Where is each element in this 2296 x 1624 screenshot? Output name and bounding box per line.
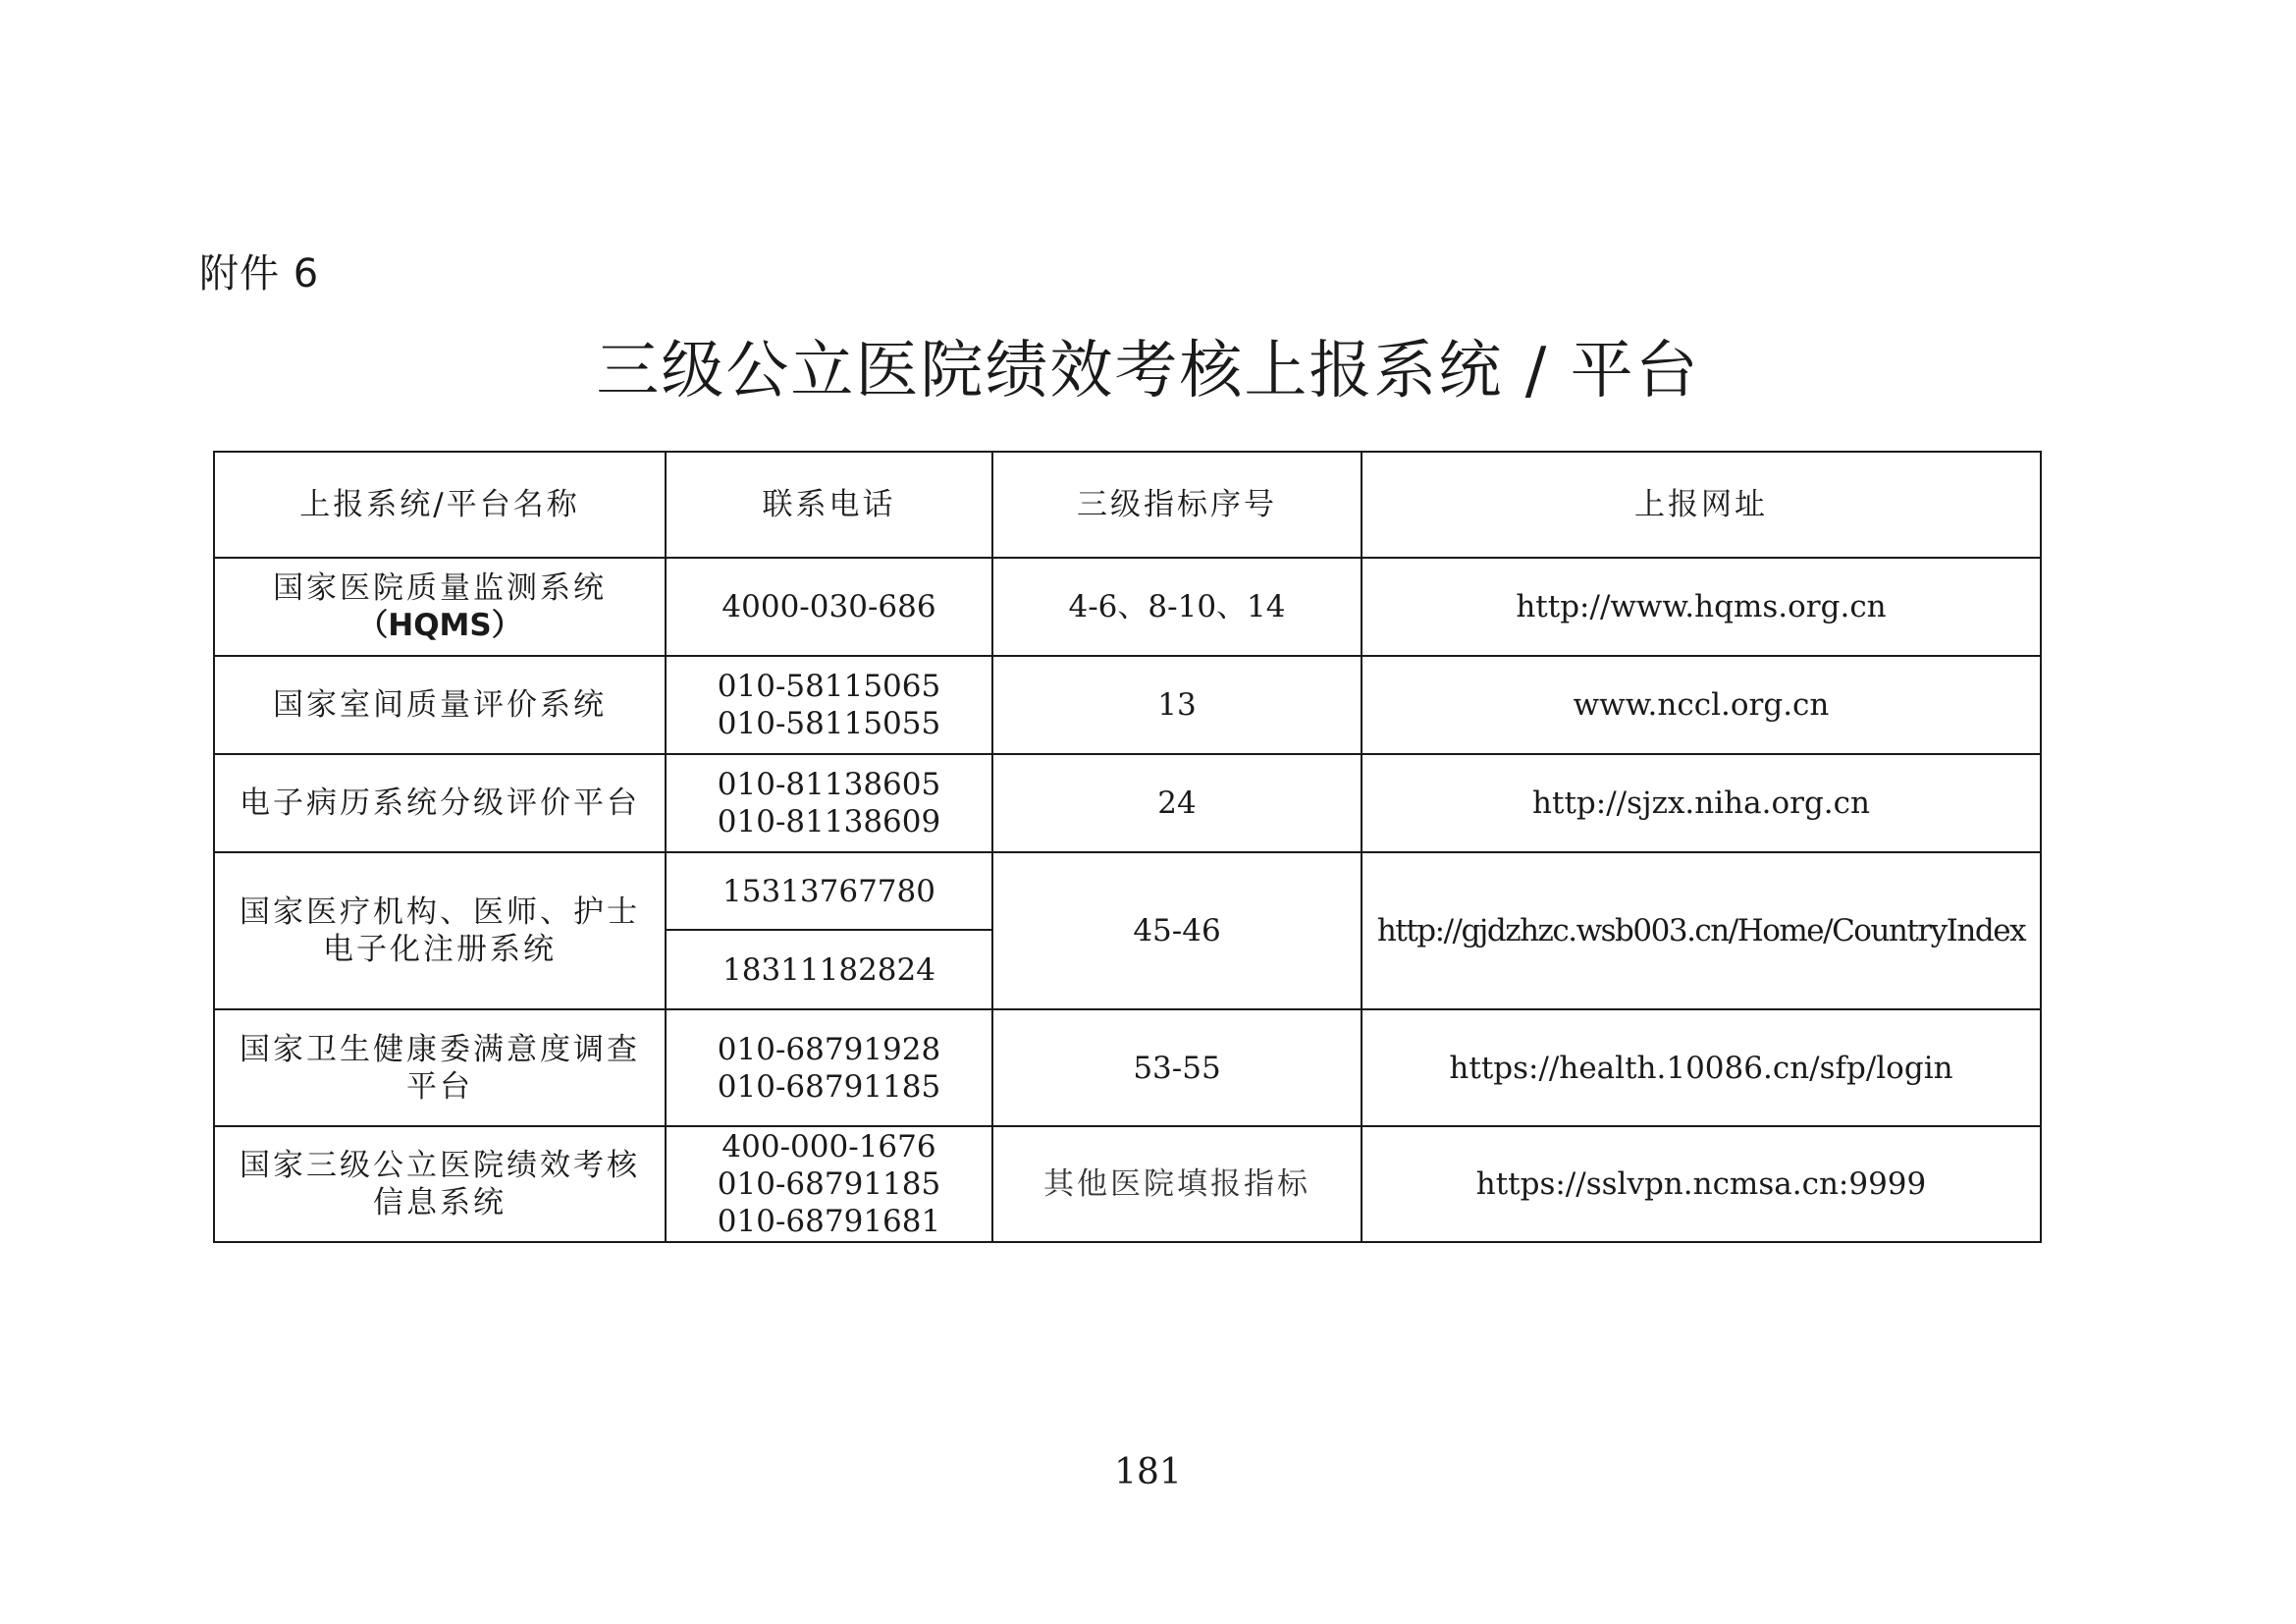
table-row <box>214 754 2041 852</box>
system-name-cell <box>214 754 666 852</box>
phone-number: 18311182824 <box>722 951 935 988</box>
indicator-cell: 24 <box>992 754 1362 852</box>
indicator-cell: 45-46 <box>992 852 1362 1009</box>
table-row <box>214 1009 2041 1126</box>
table-header-row <box>214 452 2041 558</box>
system-name-line: 国家卫生健康委满意度调查 <box>240 1031 640 1067</box>
system-name-line: 国家医疗机构、医师、护士 <box>240 894 640 930</box>
header-contact-phone: 联系电话 <box>666 452 992 558</box>
system-name-cell <box>214 656 666 754</box>
phone-number: 010-68791185 <box>717 1068 941 1105</box>
phone-number: 010-58115055 <box>717 706 941 741</box>
table-row <box>214 558 2041 656</box>
system-name-cell <box>214 558 666 656</box>
url-cell[interactable]: http://www.hqms.org.cn <box>1362 558 2041 656</box>
indicator-cell: 53-55 <box>992 1009 1362 1126</box>
reporting-systems-table <box>213 451 2042 1243</box>
system-name-line: （HQMS） <box>357 608 522 643</box>
url-cell[interactable]: https://health.10086.cn/sfp/login <box>1362 1009 2041 1126</box>
phone-number: 010-81138605 <box>717 767 941 802</box>
phone-cell <box>666 754 992 852</box>
indicator-cell: 其他医院填报指标 <box>992 1126 1362 1242</box>
page-number: 181 <box>1114 1452 1182 1492</box>
header-system-name: 上报系统/平台名称 <box>214 452 666 558</box>
system-name-line: 信息系统 <box>373 1185 507 1220</box>
url-cell[interactable]: www.nccl.org.cn <box>1362 656 2041 754</box>
system-name-line: 国家室间质量评价系统 <box>273 687 607 723</box>
header-indicator-number: 三级指标序号 <box>992 452 1362 558</box>
phone-cell <box>666 930 992 1009</box>
phone-number: 4000-030-686 <box>721 589 936 624</box>
phone-number: 010-68791928 <box>717 1031 941 1067</box>
system-name-line: 国家医院质量监测系统 <box>273 570 607 606</box>
table-row <box>214 1126 2041 1242</box>
system-name-cell <box>214 1126 666 1242</box>
table-row <box>214 852 2041 930</box>
phone-cell <box>666 656 992 754</box>
phone-cell <box>666 852 992 930</box>
system-name-cell <box>214 1009 666 1126</box>
phone-number: 010-68791681 <box>717 1204 941 1239</box>
indicator-cell: 4-6、8-10、14 <box>992 558 1362 656</box>
indicator-cell: 13 <box>992 656 1362 754</box>
system-name-line: 平台 <box>406 1068 473 1105</box>
url-cell[interactable]: http://gjdzhzc.wsb003.cn/Home/CountryIndex <box>1362 852 2041 1009</box>
system-name-line: 国家三级公立医院绩效考核 <box>240 1148 640 1183</box>
document-title: 三级公立医院绩效考核上报系统 / 平台 <box>596 335 1700 407</box>
url-cell[interactable]: https://sslvpn.ncmsa.cn:9999 <box>1362 1126 2041 1242</box>
phone-cell <box>666 1009 992 1126</box>
phone-number: 400-000-1676 <box>721 1129 936 1164</box>
phone-number: 010-81138609 <box>717 804 941 839</box>
phone-cell <box>666 558 992 656</box>
url-cell[interactable]: http://sjzx.niha.org.cn <box>1362 754 2041 852</box>
table-row <box>214 656 2041 754</box>
phone-number: 010-68791185 <box>717 1166 941 1202</box>
phone-number: 15313767780 <box>722 873 935 909</box>
system-name-cell <box>214 852 666 1009</box>
system-name-line: 电子化注册系统 <box>323 932 557 967</box>
annex-label: 附件 6 <box>199 251 320 297</box>
phone-cell <box>666 1126 992 1242</box>
phone-number: 010-58115065 <box>717 669 941 704</box>
header-report-url: 上报网址 <box>1362 452 2041 558</box>
system-name-line: 电子病历系统分级评价平台 <box>240 785 640 821</box>
